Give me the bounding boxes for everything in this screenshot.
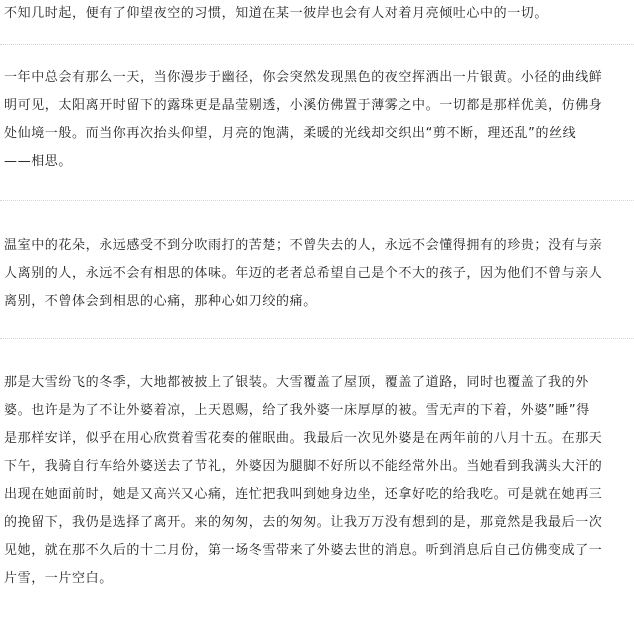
text-line: ——相思。 (4, 154, 72, 169)
text-line: 人离别的人，永远不会有相思的体味。年迈的老者总希望自己是个不大的孩子，因为他们不曾与亲人 (4, 266, 603, 281)
paragraph-3 (4, 232, 630, 316)
paragraph-1 (4, 0, 630, 28)
text-line: 的挽留下，我仍是选择了离开。来的匆匆，去的匆匆。让我万万没有想到的是，那竟然是我最后一次 (4, 515, 603, 530)
text-line: 婆。也许是为了不让外婆着凉，上天恩赐，给了我外婆一床厚厚的被。雪无声的下着，外婆”睡”得 (4, 403, 590, 418)
text-line: 离别，不曾体会到相思的心痛，那种心如刀绞的痛。 (4, 294, 317, 309)
text-line: 处仙境一般。而当你再次抬头仰望，月亮的饱满，柔暖的光线却交织出“剪不断，理还乱”的丝线 (4, 126, 577, 141)
paragraph-divider (0, 44, 634, 45)
text-line: 是那样安详，似乎在用心欣赏着雪花奏的催眠曲。我最后一次见外婆是在两年前的八月十五。在那天 (4, 431, 603, 446)
text-line: 那是大雪纷飞的冬季，大地都被披上了银装。大雪覆盖了屋顶，覆盖了道路，同时也覆盖了我的外 (4, 375, 589, 390)
text-line: 片雪，一片空白。 (4, 571, 113, 586)
text-line: 见她，就在那不久后的十二月份，第一场冬雪带来了外婆去世的消息。听到消息后自己仿佛变成了一 (4, 543, 603, 558)
text-line: 一年中总会有那么一天，当你漫步于幽径，你会突然发现黑色的夜空挥洒出一片银黄。小径的曲线鲜 (4, 70, 603, 85)
paragraph-2 (4, 64, 630, 176)
paragraph-divider (0, 200, 634, 201)
paragraph-4 (4, 369, 630, 593)
text-line: 明可见，太阳离开时留下的露珠更是晶莹剔透，小溪仿佛置于薄雾之中。一切都是那样优美，仿佛身 (4, 98, 603, 113)
text-line: 温室中的花朵，永远感受不到分吹雨打的苦楚；不曾失去的人，永远不会懂得拥有的珍贵；没有与亲 (4, 238, 603, 253)
paragraph-divider (0, 338, 634, 339)
text-line: 不知几时起，便有了仰望夜空的习惯，知道在某一彼岸也会有人对着月亮倾吐心中的一切。 (4, 6, 549, 21)
text-line: 出现在她面前时，她是又高兴又心痛，连忙把我叫到她身边坐，还拿好吃的给我吃。可是就在她再三 (4, 487, 603, 502)
text-line: 下午，我骑自行车给外婆送去了节礼，外婆因为腿脚不好所以不能经常外出。当她看到我满头大汗的 (4, 459, 603, 474)
